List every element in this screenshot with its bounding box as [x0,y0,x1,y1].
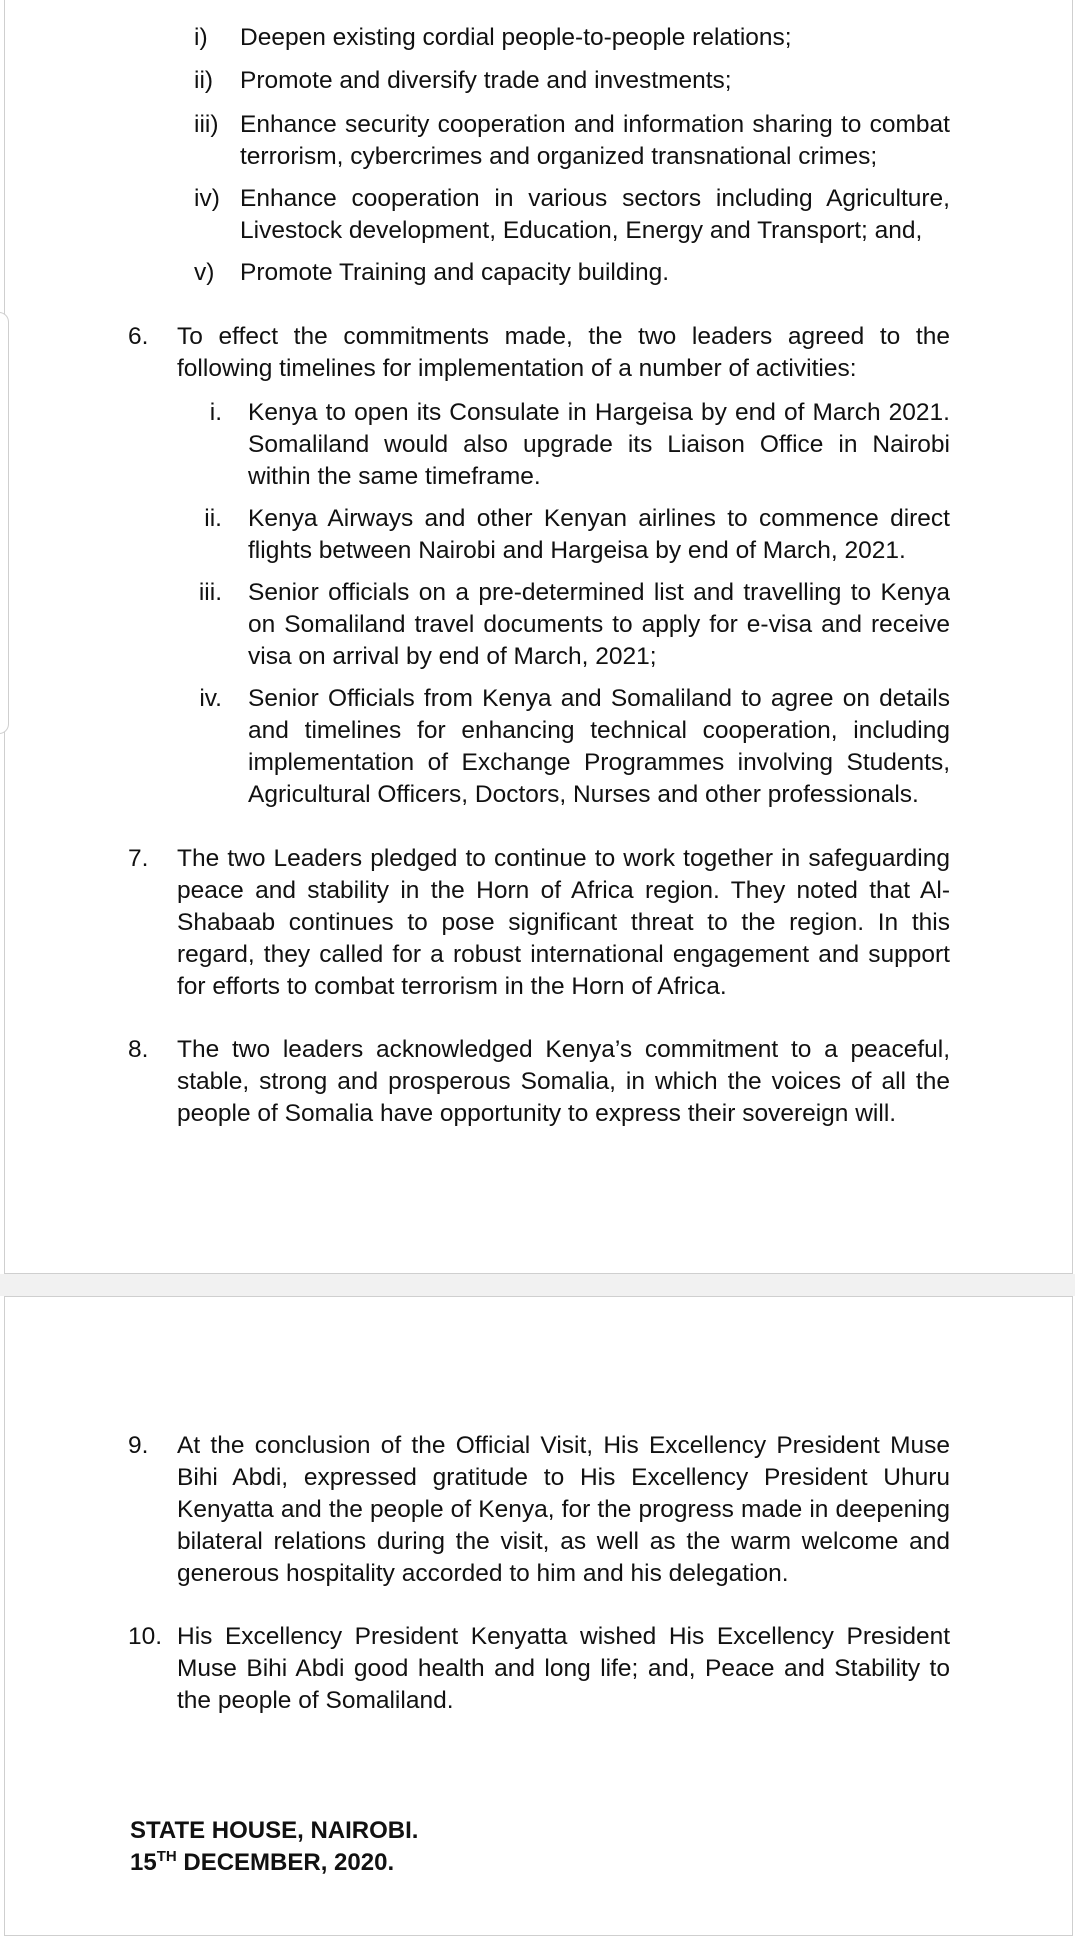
list-item-text: Kenya Airways and other Kenyan airlines to commence direct flights between Nairobi and Hargeisa by end of March, 2021. [248,505,950,564]
paragraph-number: 6. [128,323,149,350]
list-item-text: Promote and diversify trade and investments; [240,67,732,94]
list-item [190,397,950,493]
list-item-text: Enhance security cooperation and information sharing to combat terrorism, cybercrimes and organized transnational crimes; [240,111,950,170]
paragraph-text: His Excellency President Kenyatta wished His Excellency President Muse Bihi Abdi good health and long life; and, Peace and Stability to the people of Somaliland. [177,1623,950,1714]
side-panel-tab[interactable] [0,312,9,734]
list-item-number: iv. [199,685,222,712]
list-item-number: i) [194,24,208,51]
list-item-number: iii. [198,579,222,606]
list-item [190,577,950,673]
date-day: 15 [130,1849,157,1876]
paragraph-8 [128,1034,950,1130]
list-item-text: Kenya to open its Consulate in Hargeisa by end of March 2021. Somaliland would also upgrade its Liaison Office in Nairobi within the same timeframe. [248,399,950,490]
list-item-number: v) [194,259,215,286]
list-item-number: i. [209,399,222,426]
list-item-number: ii) [194,67,214,94]
paragraph-text: The two leaders acknowledged Kenya’s commitment to a peaceful, stable, strong and prosperous Somalia, in which the voices of all the people of Somalia have opportunity to express their sovereign will. [177,1036,950,1127]
list-item [190,22,950,54]
list-item [190,183,950,247]
list-item [190,65,950,97]
list-item-number: iii) [194,111,219,138]
paragraph-number: 9. [128,1432,149,1459]
paragraph-text: At the conclusion of the Official Visit, His Excellency President Muse Bihi Abdi, expressed gratitude to His Excellency President Uhuru Kenyatta and the people of Kenya, for the progress made in deepening bilateral relations during the visit, as well as the warm welcome and generous hospitality accorded to him and his delegation. [177,1432,950,1587]
date-suffix: TH [156,1848,177,1865]
list-item-number: ii. [204,505,222,532]
list-item-text: Senior Officials from Kenya and Somaliland to agree on details and timelines for enhancing technical cooperation, including implementation of Exchange Programmes involving Students, Agricultural Officers, Doctors, Nurses and other professionals. [248,685,950,808]
list-item [190,503,950,567]
paragraph-text: The two Leaders pledged to continue to work together in safeguarding peace and stability in the Horn of Africa region. They noted that Al-Shabaab continues to pose significant threat to the region. In this regard, they called for a robust international engagement and support for efforts to combat terrorism in the Horn of Africa. [177,845,950,1000]
list-item-number: iv) [194,185,220,212]
list-item [190,257,950,289]
page-gap [0,1274,1075,1296]
list-item-text: Senior officials on a pre-determined list and travelling to Kenya on Somaliland travel documents to apply for e-visa and receive visa on arrival by end of March, 2021; [248,579,950,670]
list-item [190,109,950,173]
paragraph-6 [128,321,950,385]
signature-place: STATE HOUSE, NAIROBI. [130,1817,419,1844]
paragraph-7 [128,843,950,1003]
list-item-text: Promote Training and capacity building. [240,259,670,286]
list-item [190,683,950,811]
paragraph-number: 8. [128,1036,149,1063]
list-item-text: Enhance cooperation in various sectors including Agriculture, Livestock development, Education, Energy and Transport; and, [240,185,950,244]
paragraph-9 [128,1430,950,1590]
paragraph-10 [128,1621,950,1717]
list-item-text: Deepen existing cordial people-to-people relations; [240,24,792,51]
paragraph-number: 10. [128,1623,163,1650]
paragraph-number: 7. [128,845,149,872]
signature-date [130,1847,394,1879]
paragraph-text: To effect the commitments made, the two leaders agreed to the following timelines for implementation of a number of activities: [177,323,950,382]
date-rest: DECEMBER, 2020. [176,1849,395,1876]
